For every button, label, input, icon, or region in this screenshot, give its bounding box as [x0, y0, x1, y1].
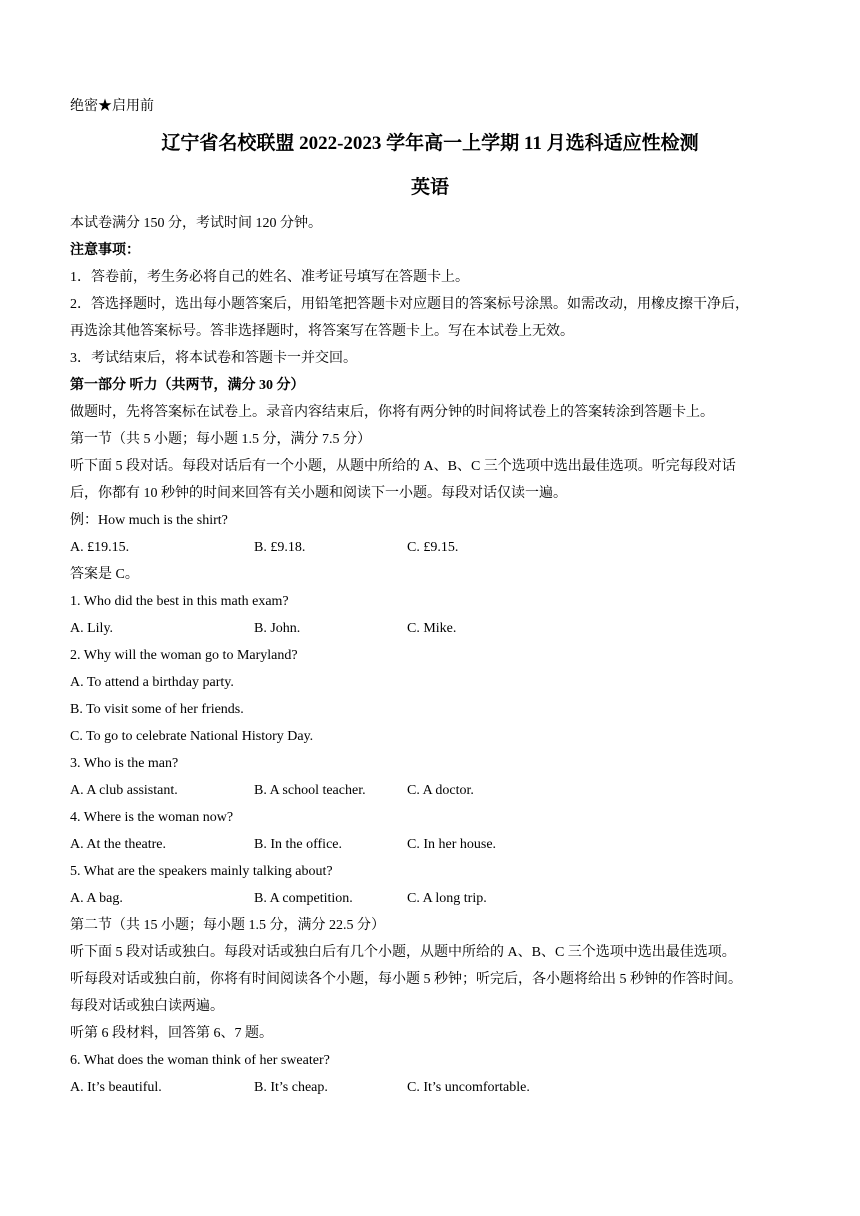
section2-instruction: 每段对话或独白读两遍。 — [70, 999, 224, 1014]
subject-title: 英语 — [410, 177, 449, 198]
material-6-label: 听第 6 段材料，回答第 6、7 题。 — [70, 1026, 273, 1041]
note-item: 再选涂其他答案标号。答非选择题时，将答案写在答题卡上。写在本试卷上无效。 — [70, 324, 574, 339]
q5-option-b: B. A competition. — [254, 891, 353, 906]
q6-option-b: B. It’s cheap. — [254, 1080, 328, 1095]
page-title: 辽宁省名校联盟 2022-2023 学年高一上学期 11 月选科适应性检测 — [161, 133, 699, 154]
question-6: 6. What does the woman think of her sweater? — [70, 1053, 330, 1068]
example-question: 例：How much is the shirt? — [70, 513, 228, 528]
q1-option-b: B. John. — [254, 621, 301, 636]
example-option-a: A. £19.15. — [70, 540, 130, 555]
question-2: 2. Why will the woman go to Maryland? — [70, 648, 298, 663]
notes-heading: 注意事项： — [70, 243, 140, 258]
section2-heading: 第二节（共 15 小题；每小题 1.5 分，满分 22.5 分） — [70, 918, 385, 933]
note-item: 2．答选择题时，选出每小题答案后，用铅笔把答题卡对应题目的答案标号涂黑。如需改动，用橡皮擦干净后， — [70, 297, 749, 312]
q3-option-c: C. A doctor. — [407, 783, 474, 798]
q1-option-a: A. Lily. — [70, 621, 114, 636]
q2-option-b: B. To visit some of her friends. — [70, 702, 244, 717]
q5-option-c: C. A long trip. — [407, 891, 487, 906]
section1-heading: 第一节（共 5 小题；每小题 1.5 分，满分 7.5 分） — [70, 432, 371, 447]
part1-instruction: 做题时，先将答案标在试卷上。录音内容结束后，你将有两分钟的时间将试卷上的答案转涂到答题卡上。 — [70, 405, 714, 420]
q3-option-b: B. A school teacher. — [254, 783, 366, 798]
note-item: 3．考试结束后，将本试卷和答题卡一并交回。 — [70, 351, 357, 366]
q4-option-b: B. In the office. — [254, 837, 342, 852]
q4-option-a: A. At the theatre. — [70, 837, 167, 852]
question-4: 4. Where is the woman now? — [70, 810, 234, 825]
q6-option-c: C. It’s uncomfortable. — [407, 1080, 530, 1095]
q5-option-a: A. A bag. — [70, 891, 123, 906]
confidential-label: 绝密★启用前 — [70, 99, 154, 114]
section1-instruction: 听下面 5 段对话。每段对话后有一个小题，从题中所给的 A、B、C 三个选项中选出最佳选项。听完每段对话 — [70, 459, 736, 474]
question-3: 3. Who is the man? — [70, 756, 179, 771]
section2-instruction: 听每段对话或独白前，你将有时间阅读各个小题，每小题 5 秒钟；听完后，各小题将给出 5 秒钟的作答时间。 — [70, 972, 742, 987]
q1-option-c: C. Mike. — [407, 621, 457, 636]
q2-option-a: A. To attend a birthday party. — [70, 675, 234, 690]
q3-option-a: A. A club assistant. — [70, 783, 178, 798]
example-option-c: C. £9.15. — [407, 540, 459, 555]
example-answer: 答案是 C。 — [70, 567, 139, 582]
intro-text: 本试卷满分 150 分，考试时间 120 分钟。 — [70, 216, 322, 231]
q6-option-a: A. It’s beautiful. — [70, 1080, 162, 1095]
section1-instruction: 后，你都有 10 秒钟的时间来回答有关小题和阅读下一小题。每段对话仅读一遍。 — [70, 486, 567, 501]
section2-instruction: 听下面 5 段对话或独白。每段对话或独白后有几个小题，从题中所给的 A、B、C 三个选项中选出最佳选项。 — [70, 945, 736, 960]
part1-heading: 第一部分 听力（共两节，满分 30 分） — [70, 378, 305, 393]
q2-option-c: C. To go to celebrate National History Day. — [70, 729, 314, 744]
question-1: 1. Who did the best in this math exam? — [70, 594, 289, 609]
note-item: 1．答卷前，考生务必将自己的姓名、准考证号填写在答题卡上。 — [70, 270, 469, 285]
q4-option-c: C. In her house. — [407, 837, 497, 852]
question-5: 5. What are the speakers mainly talking about? — [70, 864, 333, 879]
example-option-b: B. £9.18. — [254, 540, 306, 555]
